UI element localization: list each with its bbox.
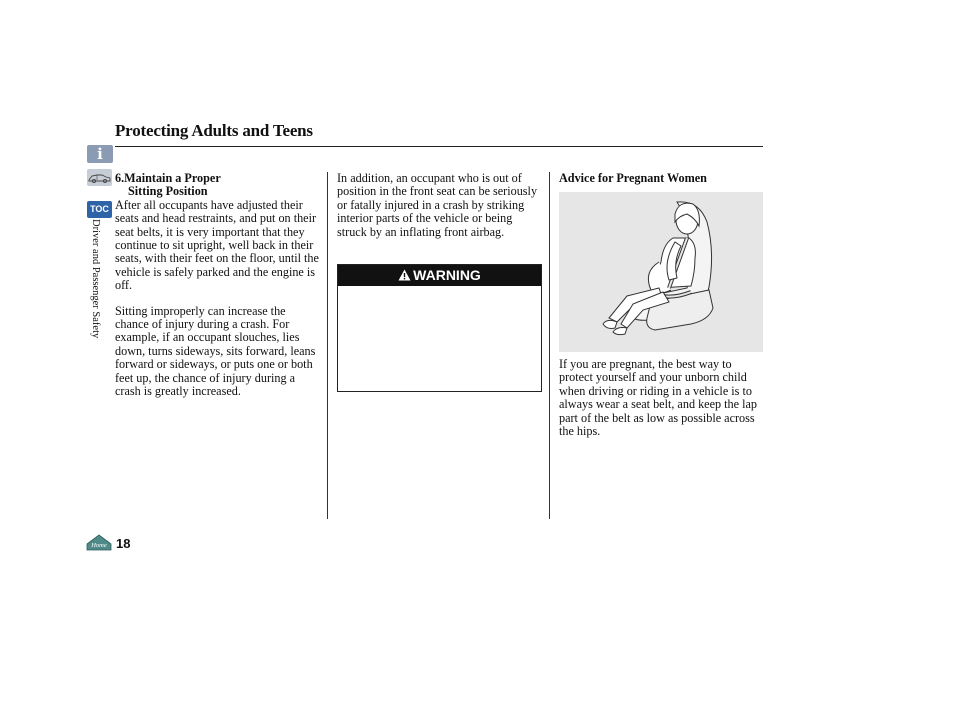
info-label: i xyxy=(97,145,103,163)
vehicle-index-icon[interactable] xyxy=(87,169,112,186)
column-divider xyxy=(549,172,550,519)
car-icon xyxy=(87,169,112,186)
pregnant-woman-seatbelt-illustration xyxy=(559,192,763,352)
home-button[interactable] xyxy=(86,534,112,551)
toc-button[interactable] xyxy=(87,201,112,218)
section-tab[interactable] xyxy=(90,219,104,364)
home-label: Home xyxy=(91,542,107,549)
paragraph-pregnancy-advice: If you are pregnant, the best way to protect yourself and your unborn child when driving or riding in a vehicle is to always wear a seat belt, and keep the lap part of the belt as low as possible across the hips. xyxy=(559,357,757,439)
page-number: 18 xyxy=(116,536,131,551)
column-1 xyxy=(115,172,320,399)
warning-header xyxy=(338,265,541,286)
info-icon[interactable] xyxy=(87,145,113,163)
page-title: Protecting Adults and Teens xyxy=(115,121,313,140)
section-tab-label: Driver and Passenger Safety xyxy=(90,219,101,339)
section-heading xyxy=(115,172,320,199)
warning-box xyxy=(337,264,542,392)
home-icon xyxy=(86,534,112,551)
column-3 xyxy=(559,172,763,185)
paragraph-sitting-upright: After all occupants have adjusted their seats and head restraints, and put on their seat belts, it is very important that they continue to sit upright, well back in their seats, with their feet on the floor, until the vehicle is safely parked and the engine is off. xyxy=(115,197,319,293)
heading-line-1: 6.Maintain a Proper xyxy=(115,171,221,185)
toc-label: TOC xyxy=(90,204,109,214)
warning-label: WARNING xyxy=(413,267,481,283)
section-heading: Advice for Pregnant Women xyxy=(559,171,707,185)
paragraph-sitting-improperly: Sitting improperly can increase the chance of injury during a crash. For example, if an occupant slouches, lies down, turns sideways, sits forward, leans forward or sideways, or puts one or both feet up, the chance of injury during a crash is greatly increased. xyxy=(115,303,316,399)
warning-triangle-icon xyxy=(398,265,411,286)
heading-line-2: Sitting Position xyxy=(128,184,208,199)
column-divider xyxy=(327,172,328,519)
pregnancy-advice-text xyxy=(559,358,763,438)
column-2 xyxy=(337,172,543,239)
paragraph-out-of-position: In addition, an occupant who is out of position in the front seat can be seriously or fatally injured in a crash by striking interior parts of the vehicle or being struck by an inflating front airbag. xyxy=(337,171,538,239)
title-rule xyxy=(115,146,763,147)
